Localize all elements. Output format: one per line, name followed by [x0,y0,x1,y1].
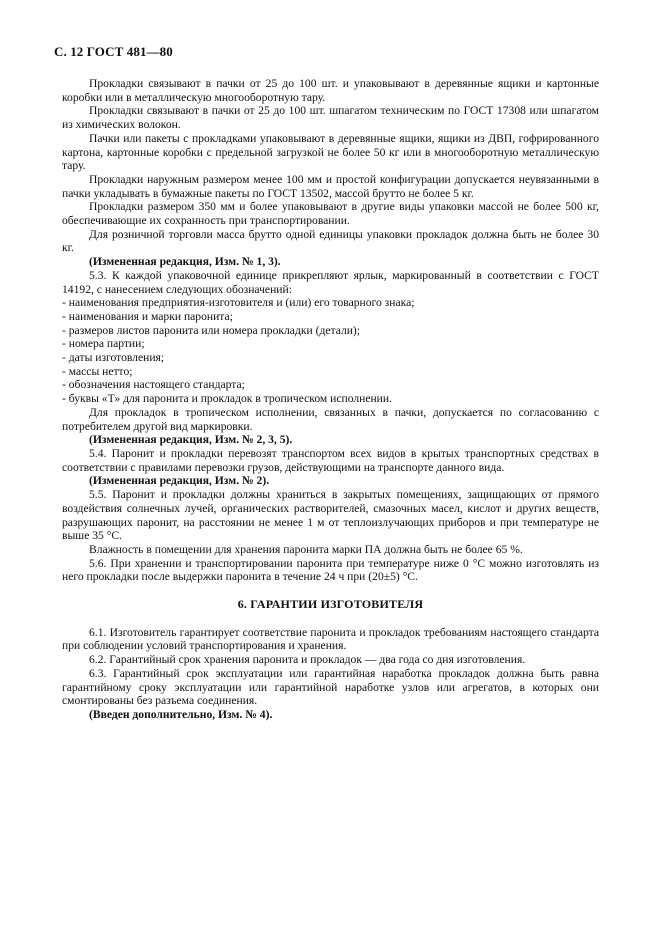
document-body [62,77,599,722]
clause-6-1: 6.1. Изготовитель гарантирует соответствие паронита и прокладок требованиям настоящего стандарта при соблюдении условий транспортирования и хранения. [62,625,599,653]
list-item: - размеров листов паронита или номера прокладки (детали); [62,323,361,337]
clause-5-4: 5.4. Паронит и прокладки перевозят транспортом всех видов в крытых транспортных средствах в соответствии с правилами перевозки грузов, действующими на транспорте данного вида. [62,446,599,474]
paragraph: Для прокладок в тропическом исполнении, связанных в пачки, допускается по согласованию с потребителем другой вид маркировки. [62,405,599,433]
clause-6-3: 6.3. Гарантийный срок эксплуатации или гарантийная наработка прокладок должна быть равна гарантийному сроку эксплуатации или гарантийной наработке узлов или агрегатов, в которых они смонтированы без разъема соединения. [62,666,599,708]
paragraph: Прокладки наружным размером менее 100 мм и простой конфигурации допускается неувязанными в пачки укладывать в бумажные пакеты по ГОСТ 13502, массой брутто не более 5 кг. [62,172,599,200]
clause-5-6: 5.6. При хранении и транспортировании паронита при температуре ниже 0 °С можно изготовлять из него прокладки после выдержки паронита в течение 24 ч при (20±5) °С. [62,556,599,584]
amendment-note: (Измененная редакция, Изм. № 1, 3). [89,255,281,269]
amendment-note: (Измененная редакция, Изм. № 2, 3, 5). [89,433,293,447]
list-item: - массы нетто; [62,364,133,378]
paragraph: Прокладки связывают в пачки от 25 до 100 шт. шпагатом техническим по ГОСТ 17308 или шпагатом из химических волокон. [62,104,599,132]
paragraph: Прокладки размером 350 мм и более упаковывают в другие виды упаковки массой не более 500 кг, обеспечивающие их сохранность при транспортировании. [62,200,599,228]
paragraph: Пачки или пакеты с прокладками упаковывают в деревянные ящики, ящики из ДВП, гофрированного картона, картонные коробки с предельной загрузкой не более 50 кг или в многооборотную металлическую тару. [62,131,599,173]
page-header: С. 12 ГОСТ 481—80 [54,44,173,59]
clause-6-2: 6.2. Гарантийный срок хранения паронита и прокладок — два года со дня изготовления. [89,653,526,667]
section-title: 6. ГАРАНТИИ ИЗГОТОВИТЕЛЯ [237,597,424,612]
amendment-note: (Измененная редакция, Изм. № 2). [89,474,270,488]
list-item: - наименования предприятия-изготовителя и (или) его товарного знака; [62,296,415,310]
paragraph: Влажность в помещении для хранения паронита марки ПА должна быть не более 65 %. [89,542,523,556]
amendment-note: (Введен дополнительно, Изм. № 4). [89,707,273,721]
paragraph: Для розничной торговли масса брутто одной единицы упаковки прокладок должна быть не более 30 кг. [62,227,599,255]
clause-5-3: 5.3. К каждой упаковочной единице прикрепляют ярлык, маркированный в соответствии с ГОСТ 14192, с нанесением следующих обозначений: [62,268,599,296]
clause-5-5: 5.5. Паронит и прокладки должны храниться в закрытых помещениях, защищающих от прямого воздействия солнечных лучей, органических растворителей, смазочных масел, кислот и других веществ, разрушающих паронит, на расстоянии не менее 1 м от теплоизлучающих приборов и при температуре не выше 35 °С. [62,488,599,543]
list-item: - номера партии; [62,337,145,351]
list-item: - наименования и марки паронита; [62,309,233,323]
paragraph: Прокладки связывают в пачки от 25 до 100 шт. и упаковывают в деревянные ящики и картонные коробки или в металлическую многооборотную тару. [62,77,599,104]
list-item: - обозначения настоящего стандарта; [62,378,245,392]
list-item: - буквы «Т» для паронита и прокладок в тропическом исполнении. [62,392,392,406]
list-item: - даты изготовления; [62,351,165,365]
